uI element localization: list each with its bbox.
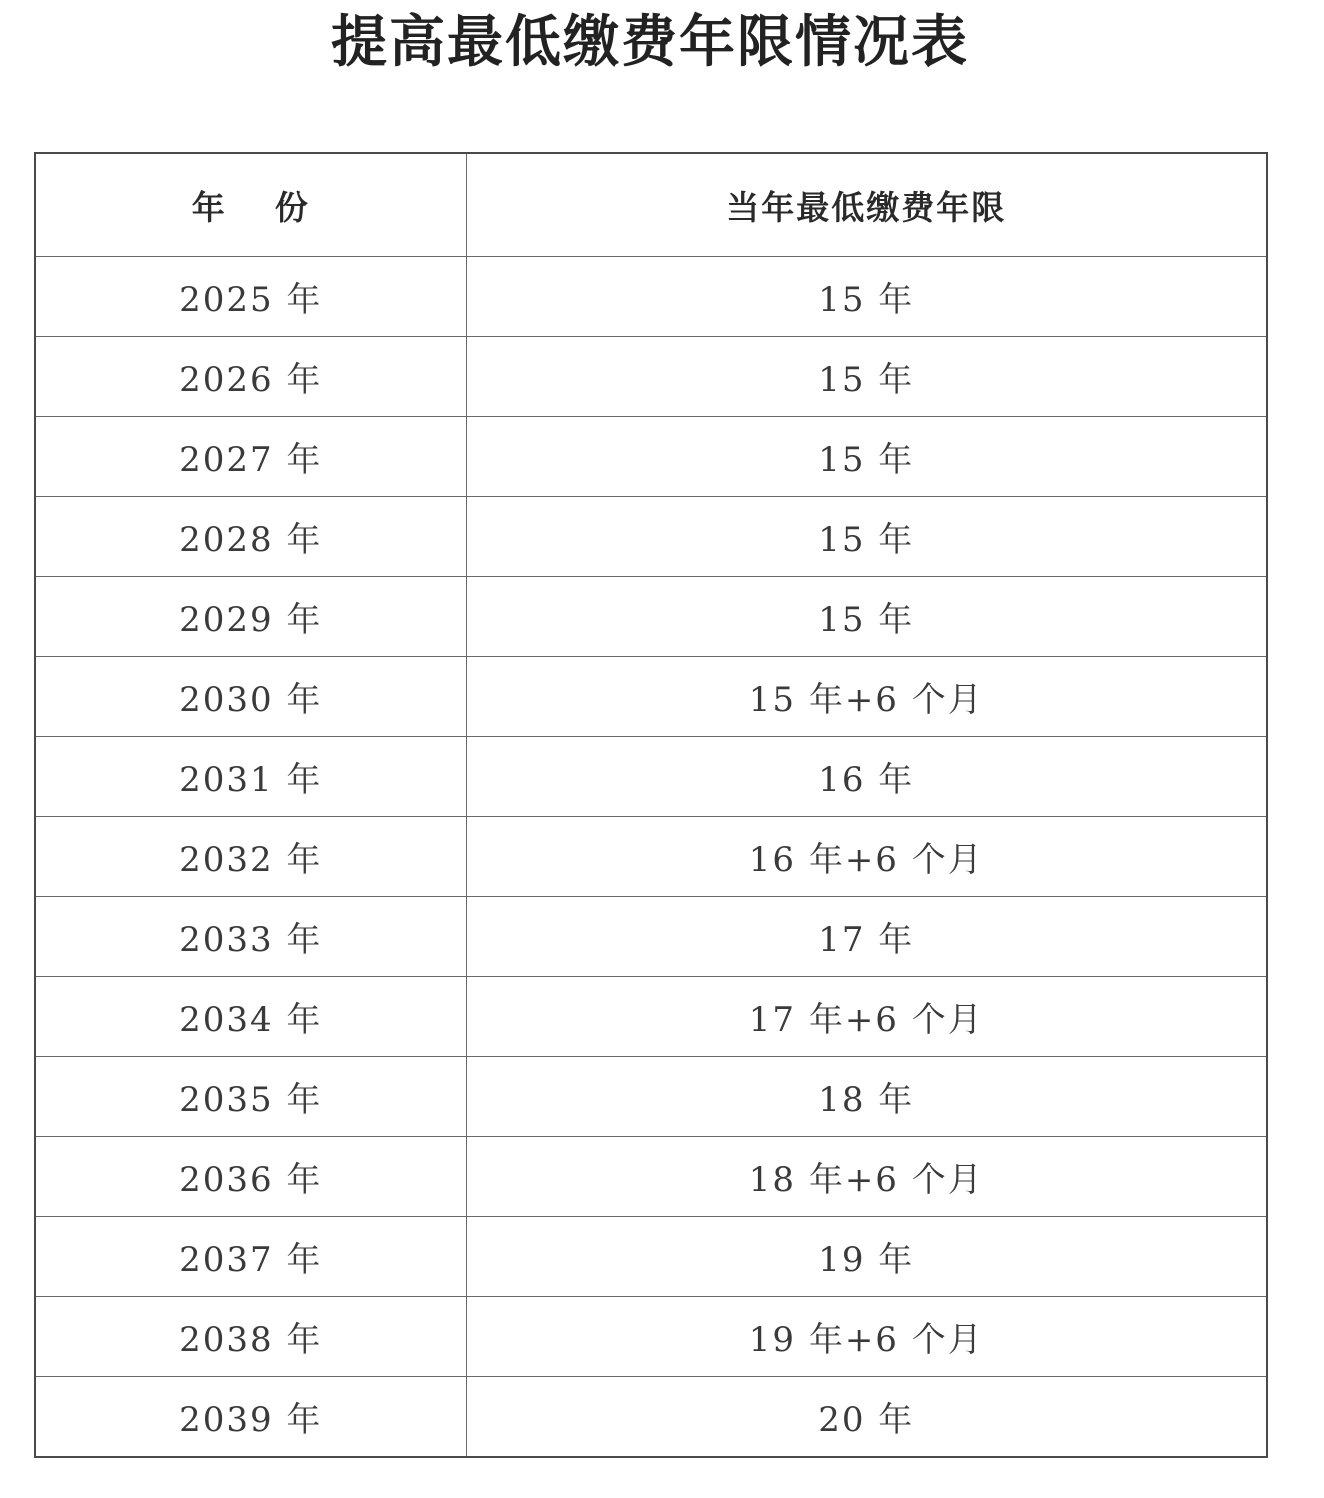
limit-cell: 15 年 (466, 257, 1267, 337)
table-row (35, 257, 1267, 337)
table-row (35, 1297, 1267, 1377)
table-row (35, 1057, 1267, 1137)
table-row (35, 1137, 1267, 1217)
limit-cell: 15 年 (466, 337, 1267, 417)
table-row (35, 577, 1267, 657)
limit-cell: 16 年+6 个月 (466, 817, 1267, 897)
year-cell: 2026 年 (35, 337, 466, 417)
table-row (35, 897, 1267, 977)
table-row (35, 1377, 1267, 1458)
year-cell: 2031 年 (35, 737, 466, 817)
limit-cell: 18 年+6 个月 (466, 1137, 1267, 1217)
limit-cell: 15 年 (466, 497, 1267, 577)
limit-cell: 17 年 (466, 897, 1267, 977)
table-row (35, 1217, 1267, 1297)
year-cell: 2029 年 (35, 577, 466, 657)
year-cell: 2027 年 (35, 417, 466, 497)
year-cell: 2036 年 (35, 1137, 466, 1217)
table-row (35, 657, 1267, 737)
year-cell: 2030 年 (35, 657, 466, 737)
limit-cell: 20 年 (466, 1377, 1267, 1458)
year-cell: 2037 年 (35, 1217, 466, 1297)
limit-cell: 15 年 (466, 417, 1267, 497)
year-cell: 2039 年 (35, 1377, 466, 1458)
year-header-char: 年 (191, 187, 227, 227)
table-row (35, 737, 1267, 817)
limit-cell: 19 年+6 个月 (466, 1297, 1267, 1377)
year-cell: 2025 年 (35, 257, 466, 337)
limit-column-header: 当年最低缴费年限 (466, 153, 1267, 257)
year-cell: 2033 年 (35, 897, 466, 977)
year-cell: 2034 年 (35, 977, 466, 1057)
min-contribution-table (34, 152, 1268, 1458)
limit-cell: 16 年 (466, 737, 1267, 817)
table-row (35, 817, 1267, 897)
year-cell: 2028 年 (35, 497, 466, 577)
table-row (35, 977, 1267, 1057)
table-row (35, 417, 1267, 497)
table-header-row (35, 153, 1267, 257)
page-title: 提高最低缴费年限情况表 (331, 9, 969, 75)
limit-cell: 19 年 (466, 1217, 1267, 1297)
limit-cell: 15 年+6 个月 (466, 657, 1267, 737)
table-row (35, 497, 1267, 577)
year-column-header (35, 153, 466, 257)
year-cell: 2035 年 (35, 1057, 466, 1137)
year-cell: 2038 年 (35, 1297, 466, 1377)
year-cell: 2032 年 (35, 817, 466, 897)
limit-cell: 17 年+6 个月 (466, 977, 1267, 1057)
limit-cell: 18 年 (466, 1057, 1267, 1137)
limit-cell: 15 年 (466, 577, 1267, 657)
year-header-char: 份 (274, 187, 310, 227)
table-row (35, 337, 1267, 417)
